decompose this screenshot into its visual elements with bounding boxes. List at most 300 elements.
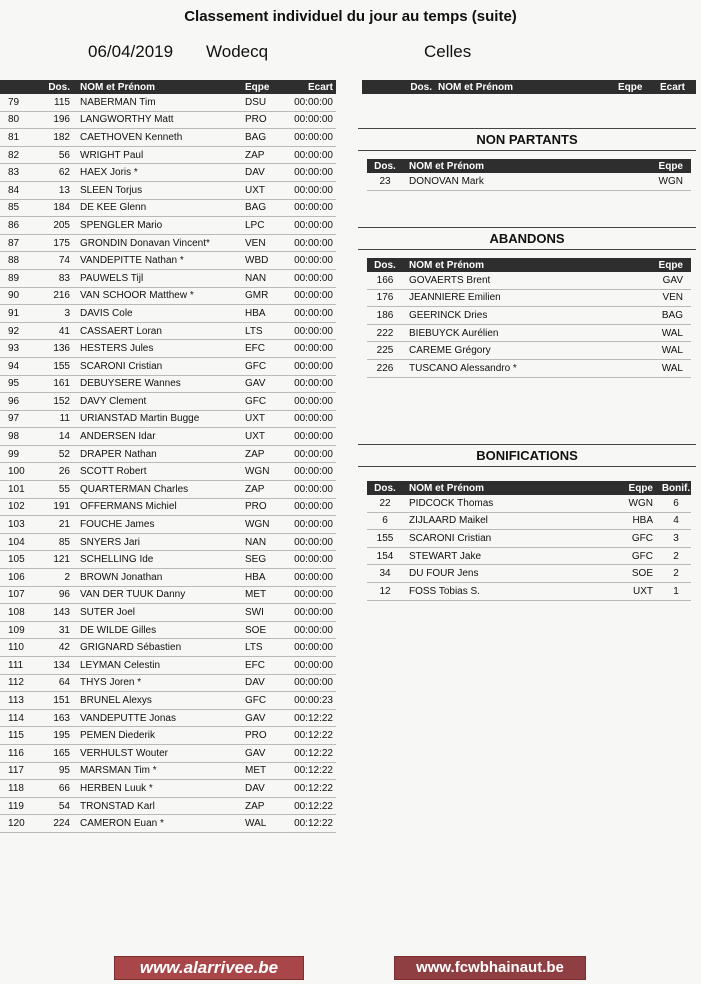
rider-name-cell: VERHULST Wouter: [80, 744, 245, 762]
gap-cell: 00:00:00: [285, 305, 336, 323]
right-header-row: [362, 80, 696, 94]
rider-name-cell: TRONSTAD Karl: [80, 797, 245, 815]
rank-cell: 114: [0, 709, 36, 727]
ab-header-name: NOM et Prénom: [403, 258, 639, 272]
rank-cell: 102: [0, 498, 36, 516]
footer-link-alarrivee[interactable]: www.alarrivee.be: [114, 956, 304, 980]
result-row: [0, 674, 336, 692]
rider-name-cell: CAREME Grégory: [403, 342, 639, 360]
bib-cell: 182: [36, 129, 80, 147]
result-row: [0, 533, 336, 551]
team-cell: BAG: [245, 199, 285, 217]
gap-cell: 00:00:00: [285, 481, 336, 499]
rank-cell: 110: [0, 639, 36, 657]
rank-cell: 95: [0, 375, 36, 393]
abandon-row: [367, 359, 691, 377]
bib-cell: 184: [36, 199, 80, 217]
gap-cell: 00:12:22: [285, 797, 336, 815]
rider-name-cell: DAVIS Cole: [80, 305, 245, 323]
bib-cell: 136: [36, 340, 80, 358]
results-table: [0, 80, 336, 833]
gap-cell: 00:00:00: [285, 146, 336, 164]
results-continuation-header: [362, 80, 696, 94]
bib-cell: 161: [36, 375, 80, 393]
result-row: [0, 146, 336, 164]
rider-name-cell: WRIGHT Paul: [80, 146, 245, 164]
bonus-cell: 2: [661, 565, 691, 583]
result-row: [0, 393, 336, 411]
gap-cell: 00:00:00: [285, 551, 336, 569]
rank-cell: 115: [0, 727, 36, 745]
bib-cell: 191: [36, 498, 80, 516]
rank-cell: 111: [0, 657, 36, 675]
bib-cell: 66: [36, 780, 80, 798]
rider-name-cell: DRAPER Nathan: [80, 445, 245, 463]
header-dos: Dos.: [36, 80, 80, 94]
bib-cell: 2: [36, 569, 80, 587]
non-partants-table: [367, 159, 691, 191]
rank-cell: 106: [0, 569, 36, 587]
rank-cell: 85: [0, 199, 36, 217]
bib-cell: 23: [367, 173, 403, 190]
gap-cell: 00:00:00: [285, 199, 336, 217]
bib-cell: 196: [36, 111, 80, 129]
abandon-row: [367, 289, 691, 307]
team-cell: DAV: [245, 164, 285, 182]
rider-name-cell: SCARONI Cristian: [80, 357, 245, 375]
bib-cell: 41: [36, 322, 80, 340]
bib-cell: 155: [36, 357, 80, 375]
team-cell: WGN: [609, 495, 661, 512]
bonifications-table: [367, 481, 691, 601]
result-row: [0, 410, 336, 428]
result-row: [0, 181, 336, 199]
gap-cell: 00:00:00: [285, 533, 336, 551]
bib-cell: 163: [36, 709, 80, 727]
gap-cell: 00:00:00: [285, 498, 336, 516]
gap-cell: 00:00:00: [285, 463, 336, 481]
rider-name-cell: DONOVAN Mark: [403, 173, 639, 190]
bib-cell: 56: [36, 146, 80, 164]
gap-cell: 00:00:00: [285, 375, 336, 393]
team-cell: WAL: [639, 359, 691, 377]
bib-cell: 83: [36, 269, 80, 287]
bib-cell: 186: [367, 307, 403, 325]
result-row: [0, 428, 336, 446]
gap-cell: 00:12:22: [285, 709, 336, 727]
bib-cell: 6: [367, 512, 403, 530]
rank-cell: 81: [0, 129, 36, 147]
right-header-gap: Ecart: [660, 80, 696, 94]
result-row: [0, 498, 336, 516]
rider-name-cell: BROWN Jonathan: [80, 569, 245, 587]
bib-cell: 175: [36, 234, 80, 252]
gap-cell: 00:00:00: [285, 252, 336, 270]
bo-header-bonus: Bonif.: [661, 482, 691, 494]
gap-cell: 00:00:00: [285, 445, 336, 463]
rider-name-cell: SNYERS Jari: [80, 533, 245, 551]
team-cell: PRO: [245, 498, 285, 516]
bib-cell: 224: [36, 815, 80, 833]
rider-name-cell: SPENGLER Mario: [80, 217, 245, 235]
bib-cell: 12: [367, 582, 403, 600]
rank-cell: 84: [0, 181, 36, 199]
team-cell: LPC: [245, 217, 285, 235]
page-title: Classement individuel du jour au temps (suite): [184, 8, 517, 25]
rank-cell: 101: [0, 481, 36, 499]
team-cell: ZAP: [245, 445, 285, 463]
gap-cell: 00:00:00: [285, 428, 336, 446]
abandon-row: [367, 324, 691, 342]
rider-name-cell: FOUCHE James: [80, 516, 245, 534]
gap-cell: 00:00:00: [285, 94, 336, 111]
gap-cell: 00:00:00: [285, 621, 336, 639]
team-cell: EFC: [245, 340, 285, 358]
np-header-name: NOM et Prénom: [403, 159, 639, 173]
rank-cell: 93: [0, 340, 36, 358]
rank-cell: 97: [0, 410, 36, 428]
bonification-row: [367, 512, 691, 530]
bonus-cell: 4: [661, 512, 691, 530]
result-row: [0, 287, 336, 305]
result-row: [0, 604, 336, 622]
abandons-title: ABANDONS: [358, 227, 696, 250]
bib-cell: 166: [367, 272, 403, 289]
result-row: [0, 657, 336, 675]
bib-cell: 205: [36, 217, 80, 235]
result-row: [0, 815, 336, 833]
team-cell: WAL: [245, 815, 285, 833]
rider-name-cell: SLEEN Torjus: [80, 181, 245, 199]
non-partants-title: NON PARTANTS: [358, 128, 696, 151]
bib-cell: 226: [367, 359, 403, 377]
bib-cell: 14: [36, 428, 80, 446]
result-row: [0, 199, 336, 217]
gap-cell: 00:12:22: [285, 780, 336, 798]
bib-cell: 151: [36, 692, 80, 710]
bib-cell: 96: [36, 586, 80, 604]
gap-cell: 00:00:00: [285, 111, 336, 129]
rider-name-cell: GEERINCK Dries: [403, 307, 639, 325]
abandons-table: [367, 258, 691, 378]
gap-cell: 00:00:00: [285, 357, 336, 375]
team-cell: UXT: [609, 582, 661, 600]
result-row: [0, 780, 336, 798]
team-cell: UXT: [245, 181, 285, 199]
right-header-rank: [362, 80, 396, 94]
abandon-row: [367, 272, 691, 289]
gap-cell: 00:00:00: [285, 322, 336, 340]
rider-name-cell: FOSS Tobias S.: [403, 582, 609, 600]
team-cell: ZAP: [245, 481, 285, 499]
bib-cell: 152: [36, 393, 80, 411]
abandons-header-row: [367, 258, 691, 272]
team-cell: WGN: [639, 173, 691, 190]
rank-cell: 120: [0, 815, 36, 833]
rider-name-cell: THYS Joren *: [80, 674, 245, 692]
bib-cell: 115: [36, 94, 80, 111]
gap-cell: 00:00:00: [285, 674, 336, 692]
gap-cell: 00:00:00: [285, 234, 336, 252]
rider-name-cell: JEANNIERE Emilien: [403, 289, 639, 307]
team-cell: PRO: [245, 727, 285, 745]
bonification-row: [367, 547, 691, 565]
rider-name-cell: DE KEE Glenn: [80, 199, 245, 217]
bib-cell: 22: [367, 495, 403, 512]
team-cell: GAV: [245, 375, 285, 393]
team-cell: BAG: [639, 307, 691, 325]
bib-cell: 13: [36, 181, 80, 199]
rider-name-cell: SCARONI Cristian: [403, 530, 609, 548]
rider-name-cell: DAVY Clement: [80, 393, 245, 411]
rank-cell: 113: [0, 692, 36, 710]
result-row: [0, 463, 336, 481]
bib-cell: 42: [36, 639, 80, 657]
team-cell: MET: [245, 586, 285, 604]
rider-name-cell: VANDEPUTTE Jonas: [80, 709, 245, 727]
result-row: [0, 569, 336, 587]
rider-name-cell: LEYMAN Celestin: [80, 657, 245, 675]
gap-cell: 00:00:00: [285, 181, 336, 199]
team-cell: GAV: [639, 272, 691, 289]
result-row: [0, 340, 336, 358]
result-row: [0, 164, 336, 182]
result-row: [0, 727, 336, 745]
rank-cell: 116: [0, 744, 36, 762]
rank-cell: 104: [0, 533, 36, 551]
rider-name-cell: CAMERON Euan *: [80, 815, 245, 833]
bib-cell: 216: [36, 287, 80, 305]
bib-cell: 26: [36, 463, 80, 481]
right-header-team: Eqpe: [618, 80, 660, 94]
rank-cell: 108: [0, 604, 36, 622]
rider-name-cell: MARSMAN Tim *: [80, 762, 245, 780]
result-row: [0, 234, 336, 252]
team-cell: VEN: [639, 289, 691, 307]
bo-header-dos: Dos.: [367, 481, 403, 495]
gap-cell: 00:00:00: [285, 569, 336, 587]
rider-name-cell: CASSAERT Loran: [80, 322, 245, 340]
np-header-dos: Dos.: [367, 159, 403, 173]
rank-cell: 96: [0, 393, 36, 411]
team-cell: ZAP: [245, 797, 285, 815]
rank-cell: 90: [0, 287, 36, 305]
team-cell: UXT: [245, 428, 285, 446]
team-cell: VEN: [245, 234, 285, 252]
result-row: [0, 111, 336, 129]
bib-cell: 222: [367, 324, 403, 342]
rank-cell: 80: [0, 111, 36, 129]
rider-name-cell: STEWART Jake: [403, 547, 609, 565]
team-cell: HBA: [609, 512, 661, 530]
bib-cell: 85: [36, 533, 80, 551]
bib-cell: 176: [367, 289, 403, 307]
result-row: [0, 621, 336, 639]
gap-cell: 00:00:00: [285, 287, 336, 305]
team-cell: GFC: [609, 530, 661, 548]
rider-name-cell: SUTER Joel: [80, 604, 245, 622]
right-header-name: NOM et Prénom: [438, 80, 618, 94]
team-cell: DSU: [245, 94, 285, 111]
bib-cell: 155: [367, 530, 403, 548]
rank-cell: 98: [0, 428, 36, 446]
bib-cell: 74: [36, 252, 80, 270]
rider-name-cell: HESTERS Jules: [80, 340, 245, 358]
gap-cell: 00:12:22: [285, 744, 336, 762]
rider-name-cell: SCOTT Robert: [80, 463, 245, 481]
bonifications-header-row: [367, 481, 691, 495]
team-cell: PRO: [245, 111, 285, 129]
rider-name-cell: PAUWELS Tijl: [80, 269, 245, 287]
team-cell: WAL: [639, 342, 691, 360]
team-cell: GFC: [609, 547, 661, 565]
result-row: [0, 445, 336, 463]
result-row: [0, 709, 336, 727]
rider-name-cell: TUSCANO Alessandro *: [403, 359, 639, 377]
bib-cell: 55: [36, 481, 80, 499]
team-cell: GFC: [245, 393, 285, 411]
result-row: [0, 639, 336, 657]
result-row: [0, 217, 336, 235]
bo-header-name: NOM et Prénom: [403, 481, 609, 495]
rank-cell: 107: [0, 586, 36, 604]
bib-cell: 31: [36, 621, 80, 639]
rider-name-cell: URIANSTAD Martin Bugge: [80, 410, 245, 428]
bonus-cell: 2: [661, 547, 691, 565]
rank-cell: 119: [0, 797, 36, 815]
rank-cell: 87: [0, 234, 36, 252]
results-header-row: [0, 80, 336, 94]
rank-cell: 88: [0, 252, 36, 270]
rank-cell: 91: [0, 305, 36, 323]
team-cell: HBA: [245, 569, 285, 587]
rider-name-cell: VAN SCHOOR Matthew *: [80, 287, 245, 305]
bonus-cell: 6: [661, 495, 691, 512]
rider-name-cell: VANDEPITTE Nathan *: [80, 252, 245, 270]
rider-name-cell: DU FOUR Jens: [403, 565, 609, 583]
rider-name-cell: HERBEN Luuk *: [80, 780, 245, 798]
gap-cell: 00:00:00: [285, 586, 336, 604]
team-cell: NAN: [245, 269, 285, 287]
result-row: [0, 269, 336, 287]
bib-cell: 34: [367, 565, 403, 583]
ab-header-team: Eqpe: [639, 258, 691, 272]
gap-cell: 00:00:00: [285, 410, 336, 428]
rank-cell: 89: [0, 269, 36, 287]
rider-name-cell: BRUNEL Alexys: [80, 692, 245, 710]
bonification-row: [367, 582, 691, 600]
gap-cell: 00:00:00: [285, 340, 336, 358]
rider-name-cell: GRONDIN Donavan Vincent*: [80, 234, 245, 252]
rider-name-cell: PIDCOCK Thomas: [403, 495, 609, 512]
abandon-row: [367, 307, 691, 325]
team-cell: SOE: [245, 621, 285, 639]
result-row: [0, 797, 336, 815]
team-cell: ZAP: [245, 146, 285, 164]
team-cell: LTS: [245, 322, 285, 340]
team-cell: GFC: [245, 357, 285, 375]
rank-cell: 86: [0, 217, 36, 235]
header-name: NOM et Prénom: [80, 80, 245, 94]
bib-cell: 52: [36, 445, 80, 463]
bonus-cell: 1: [661, 582, 691, 600]
gap-cell: 00:00:00: [285, 164, 336, 182]
footer-link-fcwbhainaut[interactable]: www.fcwbhainaut.be: [394, 956, 586, 980]
rider-name-cell: QUARTERMAN Charles: [80, 481, 245, 499]
bib-cell: 21: [36, 516, 80, 534]
rider-name-cell: BIEBUYCK Aurélien: [403, 324, 639, 342]
gap-cell: 00:12:22: [285, 727, 336, 745]
rider-name-cell: HAEX Joris *: [80, 164, 245, 182]
header-rank: [0, 80, 36, 94]
bib-cell: 225: [367, 342, 403, 360]
rider-name-cell: SCHELLING Ide: [80, 551, 245, 569]
bo-header-team: Eqpe: [609, 481, 661, 495]
team-cell: WGN: [245, 516, 285, 534]
team-cell: WAL: [639, 324, 691, 342]
rider-name-cell: GRIGNARD Sébastien: [80, 639, 245, 657]
team-cell: DAV: [245, 780, 285, 798]
non-partants-header-row: [367, 159, 691, 173]
finish-town: Celles: [424, 42, 472, 61]
bib-cell: 121: [36, 551, 80, 569]
result-row: [0, 322, 336, 340]
team-cell: SEG: [245, 551, 285, 569]
rider-name-cell: CAETHOVEN Kenneth: [80, 129, 245, 147]
rider-name-cell: VAN DER TUUK Danny: [80, 586, 245, 604]
bib-cell: 165: [36, 744, 80, 762]
result-row: [0, 744, 336, 762]
gap-cell: 00:00:00: [285, 516, 336, 534]
rank-cell: 118: [0, 780, 36, 798]
result-row: [0, 357, 336, 375]
team-cell: WBD: [245, 252, 285, 270]
rank-cell: 112: [0, 674, 36, 692]
result-row: [0, 516, 336, 534]
result-row: [0, 586, 336, 604]
team-cell: HBA: [245, 305, 285, 323]
team-cell: SOE: [609, 565, 661, 583]
gap-cell: 00:00:00: [285, 217, 336, 235]
team-cell: WGN: [245, 463, 285, 481]
result-row: [0, 252, 336, 270]
race-date: 06/04/2019: [88, 42, 174, 61]
bib-cell: 134: [36, 657, 80, 675]
bib-cell: 54: [36, 797, 80, 815]
right-header-dos: Dos.: [396, 80, 438, 94]
gap-cell: 00:12:22: [285, 762, 336, 780]
team-cell: GMR: [245, 287, 285, 305]
team-cell: SWI: [245, 604, 285, 622]
gap-cell: 00:00:00: [285, 639, 336, 657]
rider-name-cell: NABERMAN Tim: [80, 94, 245, 111]
result-row: [0, 375, 336, 393]
gap-cell: 00:00:00: [285, 129, 336, 147]
team-cell: BAG: [245, 129, 285, 147]
rider-name-cell: DE WILDE Gilles: [80, 621, 245, 639]
rider-name-cell: ZIJLAARD Maikel: [403, 512, 609, 530]
gap-cell: 00:00:00: [285, 657, 336, 675]
result-row: [0, 481, 336, 499]
np-header-team: Eqpe: [639, 159, 691, 173]
team-cell: GAV: [245, 709, 285, 727]
bonification-row: [367, 495, 691, 512]
result-row: [0, 692, 336, 710]
result-row: [0, 129, 336, 147]
rank-cell: 79: [0, 94, 36, 111]
team-cell: EFC: [245, 657, 285, 675]
rank-cell: 94: [0, 357, 36, 375]
